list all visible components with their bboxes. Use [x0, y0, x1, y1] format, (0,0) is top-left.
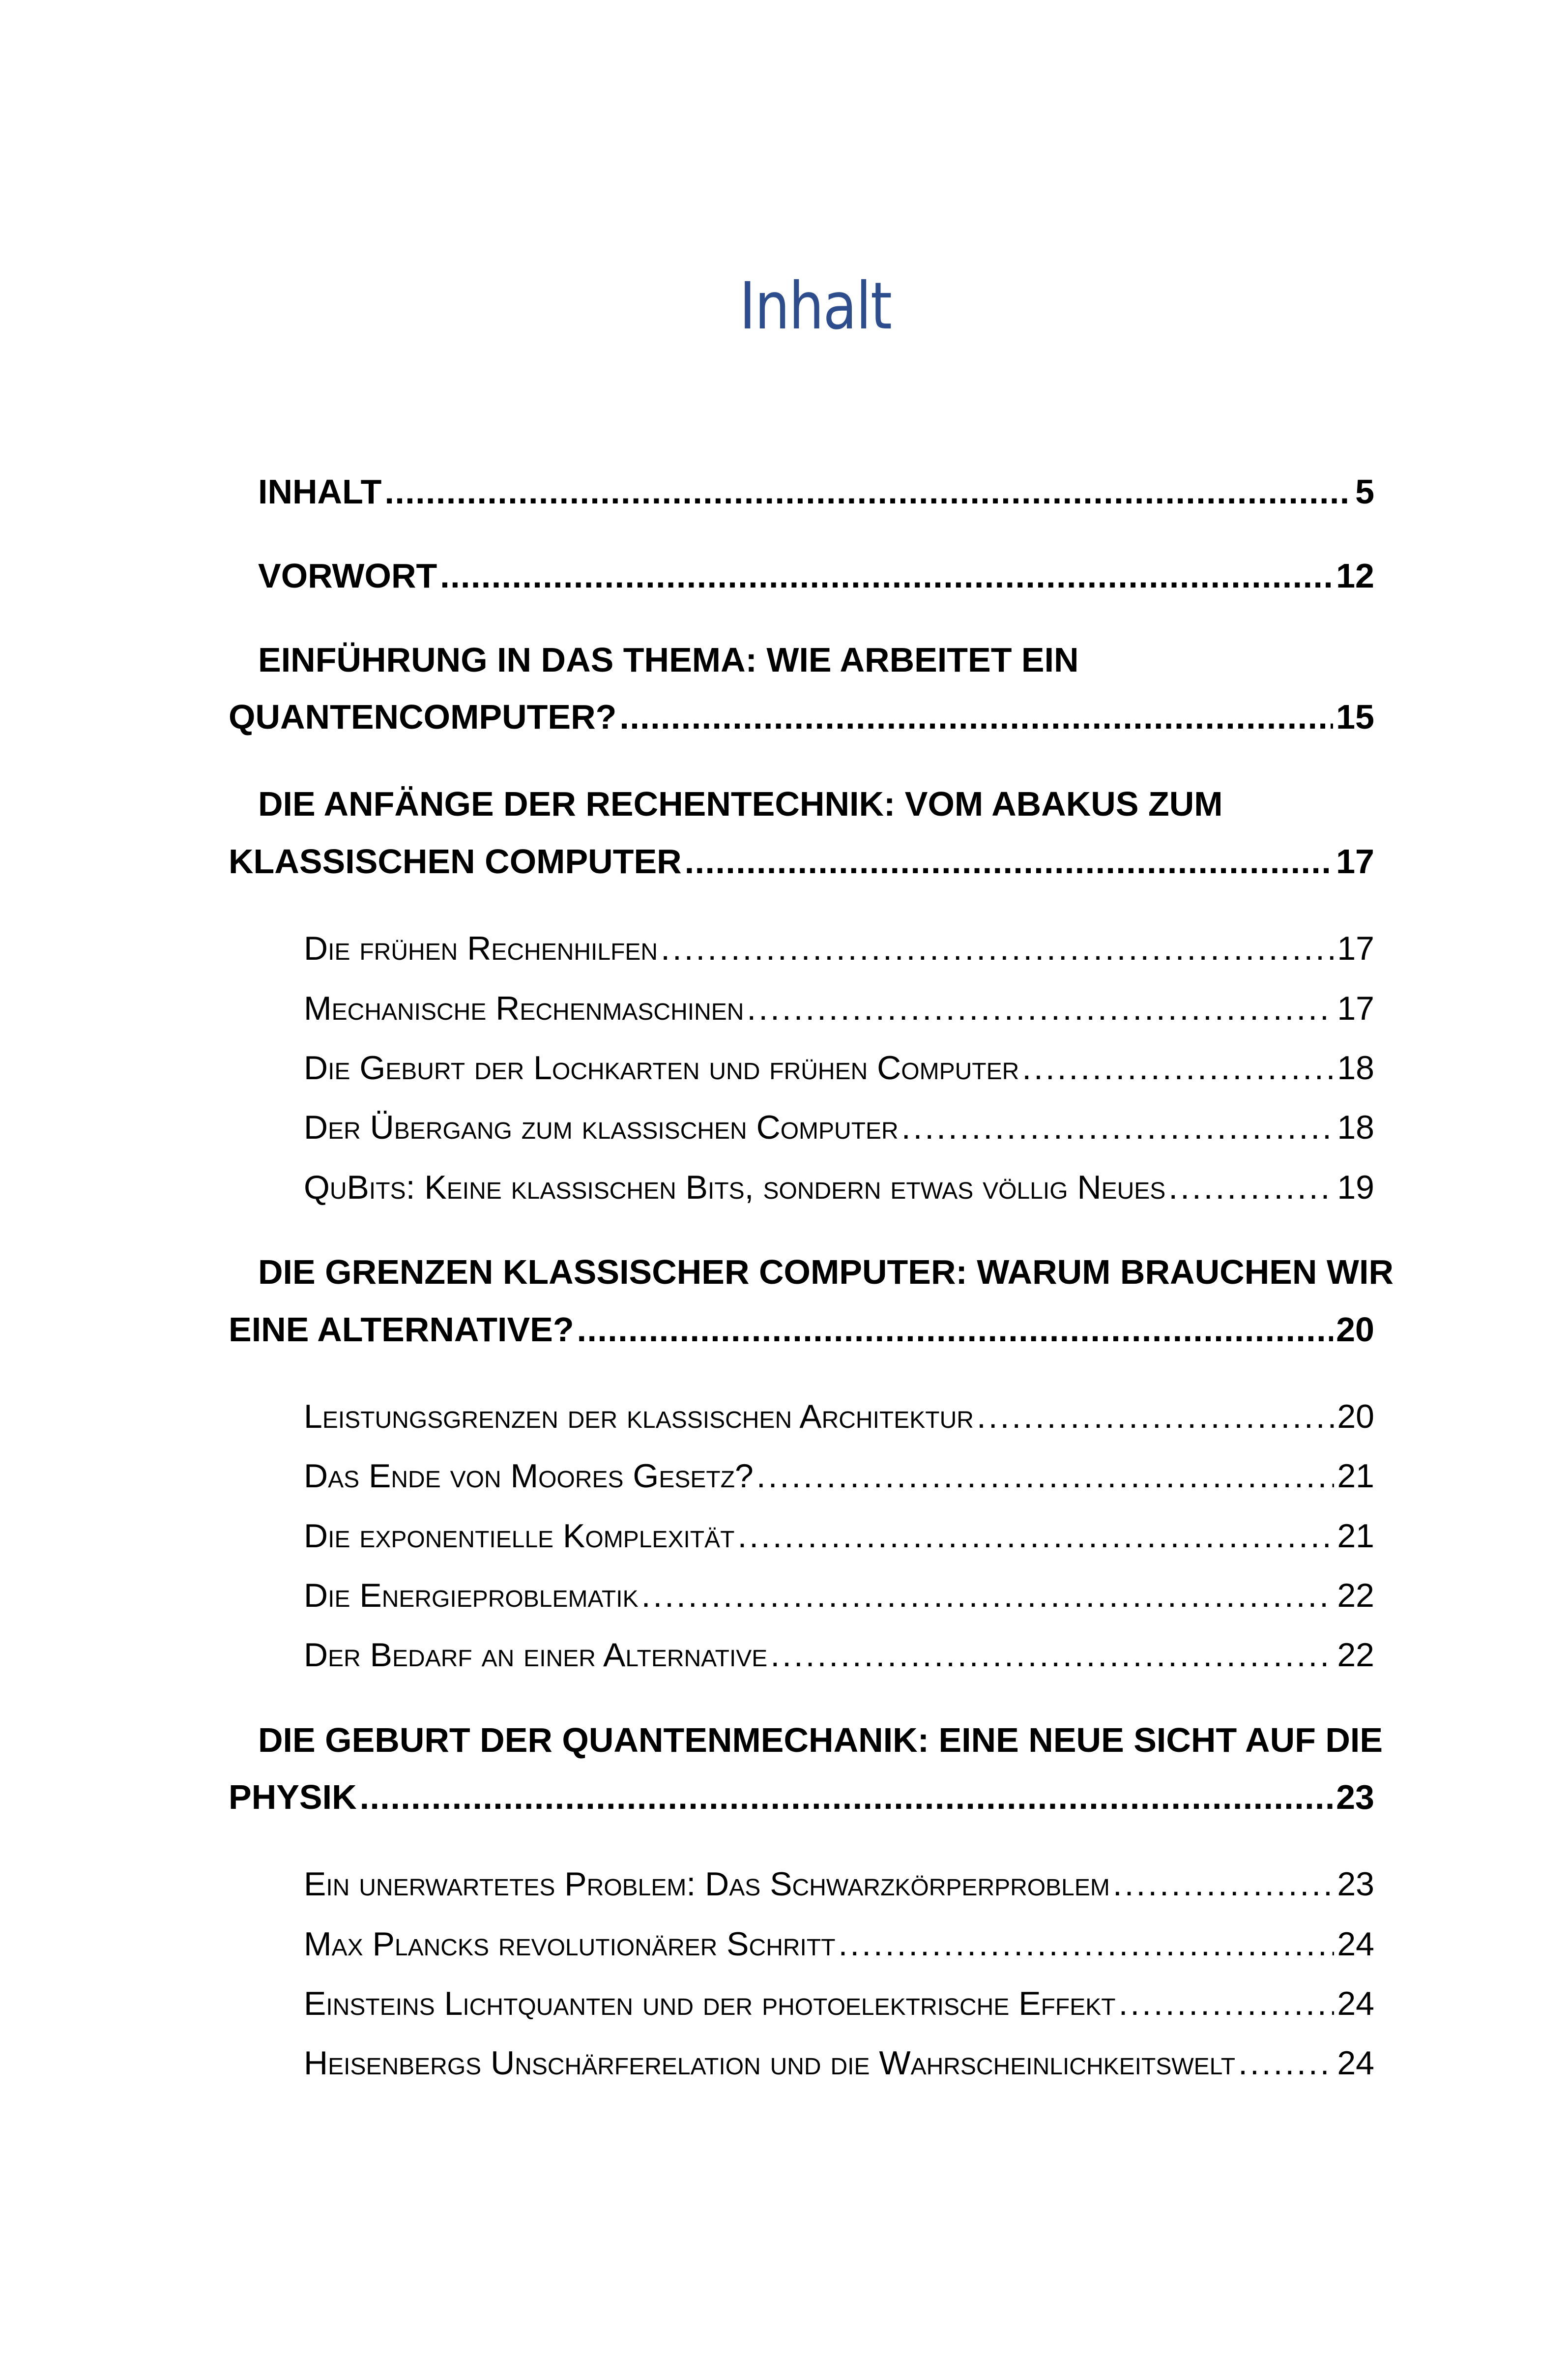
- toc-chapter-entry[interactable]: [229, 842, 1374, 881]
- toc-page-number: 19: [1337, 1169, 1374, 1206]
- toc-entry-title: Der Übergang zum klassischen Computer: [304, 1109, 899, 1146]
- toc-dot-leader: [440, 556, 1333, 595]
- toc-section-entry[interactable]: [304, 1925, 1374, 1963]
- toc-dot-leader: [977, 1397, 1334, 1436]
- toc-dot-leader: [747, 989, 1334, 1028]
- toc-entry-title: Einsteins Lichtquanten und der photoelektrische Effekt: [304, 1985, 1116, 2022]
- toc-dot-leader: [839, 1925, 1335, 1963]
- toc-section-entry[interactable]: [304, 1984, 1374, 2023]
- toc-entry-title: KLASSISCHEN COMPUTER: [229, 842, 682, 881]
- toc-chapter-heading-line[interactable]: DIE GRENZEN KLASSISCHER COMPUTER: WARUM BRAUCHEN WIR: [258, 1253, 1394, 1291]
- toc-section-entry[interactable]: [304, 1636, 1374, 1674]
- page-title: Inhalt: [739, 268, 892, 345]
- toc-section-entry[interactable]: [304, 2044, 1374, 2082]
- toc-page-number: 24: [1337, 2044, 1374, 2082]
- toc-dot-leader: [619, 697, 1333, 737]
- toc-dot-leader: [661, 929, 1334, 968]
- toc-entry-title: PHYSIK: [229, 1778, 357, 1816]
- toc-page-number: 12: [1336, 557, 1374, 595]
- toc-page-number: 20: [1337, 1398, 1374, 1435]
- toc-dot-leader: [1113, 1865, 1335, 1903]
- toc-page-number: 23: [1336, 1778, 1374, 1816]
- toc-entry-title: Die exponentielle Komplexität: [304, 1517, 735, 1555]
- toc-section-entry[interactable]: [304, 1049, 1374, 1087]
- toc-dot-leader: [1238, 2044, 1334, 2082]
- toc-page-number: 17: [1337, 990, 1374, 1027]
- toc-chapter-heading-line[interactable]: EINFÜHRUNG IN DAS THEMA: WIE ARBEITET EIN: [258, 641, 1079, 679]
- toc-entry-title: Der Bedarf an einer Alternative: [304, 1636, 768, 1674]
- toc-dot-leader: [577, 1310, 1334, 1349]
- toc-chapter-heading-line[interactable]: DIE GEBURT DER QUANTENMECHANIK: EINE NEUE SICHT AUF DIE: [258, 1721, 1383, 1759]
- toc-page-number: 23: [1337, 1865, 1374, 1903]
- toc-section-entry[interactable]: [304, 989, 1374, 1028]
- toc-page-number: 17: [1336, 842, 1374, 881]
- toc-entry-title: VORWORT: [258, 557, 437, 595]
- toc-entry-title: Max Plancks revolutionärer Schritt: [304, 1925, 836, 1963]
- toc-entry-title: Die Geburt der Lochkarten und frühen Computer: [304, 1049, 1019, 1087]
- toc-chapter-entry[interactable]: [229, 697, 1374, 737]
- toc-page-number: 21: [1337, 1457, 1374, 1495]
- toc-dot-leader: [770, 1636, 1334, 1674]
- toc-dot-leader: [384, 472, 1352, 511]
- toc-entry-title: INHALT: [258, 472, 382, 511]
- toc-section-entry[interactable]: [304, 1517, 1374, 1555]
- toc-entry-title: Die Energieproblematik: [304, 1577, 639, 1614]
- toc-dot-leader: [360, 1777, 1334, 1817]
- toc-page-number: 21: [1337, 1517, 1374, 1555]
- toc-section-entry[interactable]: [304, 1168, 1374, 1207]
- toc-chapter-entry[interactable]: [229, 1310, 1374, 1349]
- toc-dot-leader: [685, 842, 1333, 881]
- toc-entry-title: Mechanische Rechenmaschinen: [304, 990, 744, 1027]
- toc-section-entry[interactable]: [304, 1865, 1374, 1903]
- toc-page-number: 18: [1337, 1049, 1374, 1087]
- toc-page-number: 18: [1337, 1109, 1374, 1146]
- toc-page-number: 24: [1337, 1925, 1374, 1963]
- toc-dot-leader: [1119, 1984, 1335, 2023]
- toc-dot-leader: [737, 1517, 1334, 1555]
- toc-chapter-heading-line[interactable]: DIE ANFÄNGE DER RECHENTECHNIK: VOM ABAKUS ZUM: [258, 785, 1223, 823]
- toc-page-number: 22: [1337, 1636, 1374, 1674]
- toc-entry-title: QUANTENCOMPUTER?: [229, 698, 617, 736]
- toc-page-number: 17: [1337, 930, 1374, 967]
- toc-chapter-entry[interactable]: [258, 556, 1374, 595]
- toc-section-entry[interactable]: [304, 1397, 1374, 1436]
- toc-section-entry[interactable]: [304, 929, 1374, 968]
- toc-dot-leader: [641, 1576, 1335, 1615]
- toc-dot-leader: [756, 1457, 1335, 1495]
- toc-dot-leader: [1022, 1049, 1334, 1087]
- toc-entry-title: Die frühen Rechenhilfen: [304, 930, 658, 967]
- toc-page-number: 15: [1336, 698, 1374, 736]
- toc-section-entry[interactable]: [304, 1576, 1374, 1615]
- toc-chapter-entry[interactable]: [229, 1777, 1374, 1817]
- toc-entry-title: Ein unerwartetes Problem: Das Schwarzkörperproblem: [304, 1865, 1110, 1903]
- toc-section-entry[interactable]: [304, 1457, 1374, 1495]
- toc-entry-title: Leistungsgrenzen der klassischen Architektur: [304, 1398, 974, 1435]
- toc-entry-title: Heisenbergs Unschärferelation und die Wahrscheinlichkeitswelt: [304, 2044, 1236, 2082]
- toc-page-number: 5: [1355, 472, 1374, 511]
- toc-dot-leader: [901, 1108, 1335, 1147]
- toc-entry-title: EINE ALTERNATIVE?: [229, 1310, 574, 1349]
- toc-page-number: 22: [1337, 1577, 1374, 1614]
- toc-dot-leader: [1168, 1168, 1334, 1207]
- toc-section-entry[interactable]: [304, 1108, 1374, 1147]
- toc-entry-title: Das Ende von Moores Gesetz?: [304, 1457, 754, 1495]
- toc-chapter-entry[interactable]: [258, 472, 1374, 511]
- toc-page-number: 20: [1336, 1310, 1374, 1349]
- toc-page-number: 24: [1337, 1985, 1374, 2022]
- toc-entry-title: QuBits: Keine klassischen Bits, sondern etwas völlig Neues: [304, 1169, 1166, 1206]
